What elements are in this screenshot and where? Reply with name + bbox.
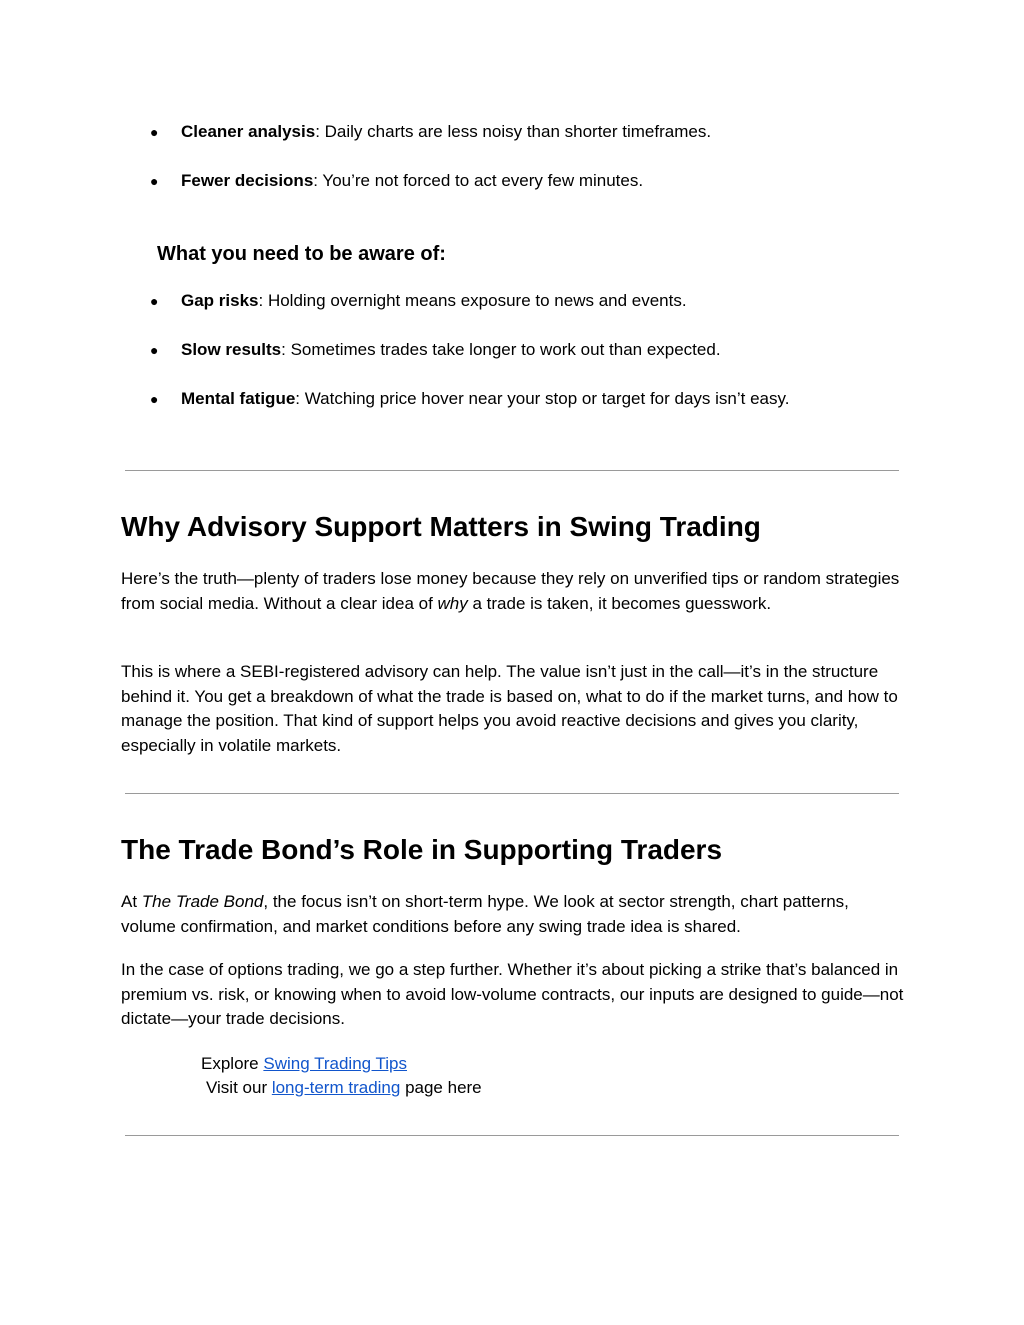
advisory-paragraph-2: This is where a SEBI-registered advisory can help. The value isn’t just in the call—it’s in the structure behind it. You get a breakdown of what the trade is based on, what to do if the market turns, and how to manage the position. That kind of support helps you avoid reactive decisions and gives you clarity, especially in volatile markets. [121, 662, 898, 755]
bullet-description: : Daily charts are less noisy than shorter timeframes. [315, 122, 712, 141]
bullet-icon: ● [150, 173, 159, 189]
tradebond-paragraph-2: In the case of options trading, we go a step further. Whether it’s about picking a strike that’s balanced in premium vs. risk, or knowing when to avoid low-volume contracts, our inputs are designed to guide—not dictate—your trade decisions. [121, 960, 904, 1028]
advisory-p1-after: a trade is taken, it becomes guesswork. [467, 593, 772, 613]
visit-suffix: page here [400, 1078, 482, 1097]
advisory-p1-before: Here’s the truth—plenty of traders lose money because they rely on unverified tips or random strategies from social media. Without a clear idea of [121, 569, 900, 613]
bullet-description: : Sometimes trades take longer to work out than expected. [281, 340, 721, 359]
bullet-icon: ● [150, 391, 159, 407]
tradebond-p1-before: At [121, 892, 142, 911]
divider [125, 1135, 899, 1136]
explore-line [201, 1052, 407, 1076]
advisory-heading: Why Advisory Support Matters in Swing Trading [121, 511, 761, 542]
bullet-icon: ● [150, 293, 159, 309]
advisory-paragraph-1 [121, 567, 906, 616]
bullet-description: : Watching price hover near your stop or target for days isn’t easy. [295, 389, 790, 408]
long-term-trading-link[interactable]: long-term trading [271, 1078, 401, 1097]
divider [125, 793, 899, 794]
bullet-description: : Holding overnight means exposure to news and events. [258, 291, 687, 310]
bullet-description: : You’re not forced to act every few minutes. [313, 171, 644, 190]
bullet-text [181, 171, 643, 191]
visit-line [206, 1076, 482, 1100]
bullet-term: Fewer decisions [181, 171, 314, 190]
bullet-text [181, 389, 789, 409]
aware-heading: What you need to be aware of: [157, 243, 446, 265]
explore-prefix: Explore [201, 1054, 264, 1073]
bullet-icon: ● [150, 124, 159, 140]
advisory-p1-emphasis: why [437, 593, 468, 613]
tradebond-heading: The Trade Bond’s Role in Supporting Traders [121, 834, 723, 865]
divider [125, 470, 899, 471]
bullet-text [181, 291, 687, 311]
bullet-term: Mental fatigue [181, 389, 296, 408]
bullet-term: Gap risks [181, 291, 259, 310]
tradebond-p1-emphasis: The Trade Bond [141, 892, 264, 911]
visit-prefix: Visit our [206, 1078, 272, 1097]
bullet-text [181, 340, 721, 360]
bullet-term: Cleaner analysis [181, 122, 316, 141]
tradebond-paragraph-1 [121, 890, 906, 939]
bullet-text [181, 122, 711, 142]
tradebond-p1-after: , the focus isn’t on short-term hype. We look at sector strength, chart patterns, volume confirmation, and market conditions before any swing trade idea is shared. [121, 892, 849, 936]
bullet-term: Slow results [181, 340, 282, 359]
swing-trading-tips-link[interactable]: Swing Trading Tips [263, 1054, 408, 1073]
bullet-icon: ● [150, 342, 159, 358]
